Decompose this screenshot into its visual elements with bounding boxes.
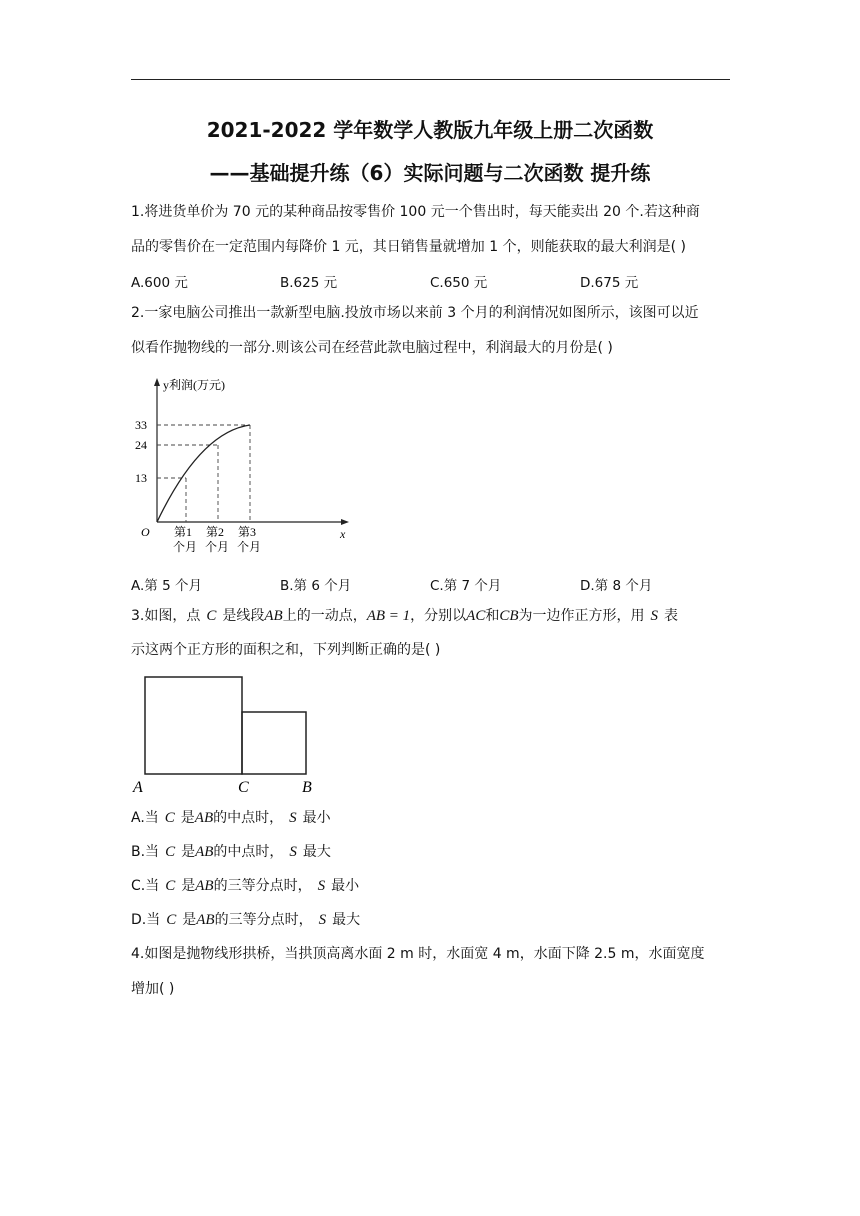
question-3-line-1 bbox=[131, 606, 731, 626]
x-tick-2-top: 第2 bbox=[206, 525, 225, 539]
point-c-label: C bbox=[238, 779, 249, 796]
q1-option-c: C.650 元 bbox=[430, 275, 488, 291]
q3-text-d: ，分别以 bbox=[410, 608, 467, 624]
question-1-line-2: 品的零售价在一定范围内每降价 1 元，其日销售量就增加 1 个，则能获取的最大利润是( ) bbox=[131, 239, 686, 255]
x-axis-arrow bbox=[341, 519, 349, 525]
q3-text-b: 是线段 bbox=[222, 608, 265, 624]
q3-option-c: C.当 C 是AB的三等分点时， S 最小 bbox=[131, 878, 360, 894]
profit-curve bbox=[157, 425, 250, 522]
x-tick-1-bottom: 个月 bbox=[173, 540, 198, 554]
x-axis-label: x bbox=[340, 527, 346, 541]
squares-figure bbox=[130, 670, 330, 800]
profit-graph-figure bbox=[130, 370, 360, 560]
q3-option-a: A.当 C 是AB的中点时， S 最小 bbox=[131, 810, 331, 826]
q3-text-c: 上的一动点， bbox=[282, 608, 367, 624]
square-ac bbox=[145, 677, 242, 774]
q3-var-cb: CB bbox=[499, 608, 519, 624]
x-tick-3-bottom: 个月 bbox=[237, 540, 262, 554]
q1-option-b: B.625 元 bbox=[280, 275, 338, 291]
q3-var-ac: AC bbox=[466, 608, 486, 624]
q3-equation: AB = 1 bbox=[366, 608, 411, 624]
y-tick-24: 24 bbox=[135, 438, 147, 452]
question-4-line-2: 增加( ) bbox=[131, 981, 175, 997]
x-tick-2-bottom: 个月 bbox=[205, 540, 230, 554]
q3-text-and: 和 bbox=[485, 608, 500, 624]
x-tick-1-top: 第1 bbox=[174, 525, 193, 539]
y-tick-33: 33 bbox=[135, 418, 147, 432]
y-axis-label: y利润(万元) bbox=[163, 378, 225, 392]
q2-option-a: A.第 5 个月 bbox=[131, 578, 202, 594]
header-rule bbox=[131, 79, 730, 80]
q3-option-b: B.当 C 是AB的中点时， S 最大 bbox=[131, 844, 331, 860]
page-title: 2021-2022 学年数学人教版九年级上册二次函数 bbox=[206, 118, 654, 142]
x-tick-3-top: 第3 bbox=[238, 525, 257, 539]
question-2-line-1: 2.一家电脑公司推出一款新型电脑.投放市场以来前 3 个月的利润情况如图所示，该图可以近 bbox=[131, 305, 699, 321]
question-3-line-2: 示这两个正方形的面积之和，下列判断正确的是( ) bbox=[131, 642, 441, 658]
q3-var-ab: AB bbox=[264, 608, 283, 624]
y-axis-arrow bbox=[154, 378, 160, 386]
question-1-line-1: 1.将进货单价为 70 元的某种商品按零售价 100 元一个售出时，每天能卖出 20 个.若这种商 bbox=[131, 204, 700, 220]
q2-option-c: C.第 7 个月 bbox=[430, 578, 502, 594]
q2-option-b: B.第 6 个月 bbox=[280, 578, 352, 594]
y-tick-13: 13 bbox=[135, 471, 147, 485]
q3-text-a: 3.如图，点 bbox=[131, 608, 201, 624]
point-a-label: A bbox=[133, 779, 143, 796]
q3-text-e: 为一边作正方形，用 bbox=[518, 608, 645, 624]
q3-option-d: D.当 C 是AB的三等分点时， S 最大 bbox=[131, 912, 361, 928]
point-b-label: B bbox=[302, 779, 312, 796]
q3-var-c: C bbox=[206, 608, 217, 624]
q3-var-s: S bbox=[650, 608, 658, 624]
q1-option-d: D.675 元 bbox=[580, 275, 639, 291]
square-cb bbox=[242, 712, 306, 774]
q2-option-d: D.第 8 个月 bbox=[580, 578, 653, 594]
q3-text-f: 表 bbox=[664, 608, 678, 624]
origin-label: O bbox=[141, 525, 150, 539]
question-2-line-2: 似看作抛物线的一部分.则该公司在经营此款电脑过程中，利润最大的月份是( ) bbox=[131, 340, 613, 356]
q1-option-a: A.600 元 bbox=[131, 275, 188, 291]
question-4-line-1: 4.如图是抛物线形拱桥，当拱顶高离水面 2 m 时，水面宽 4 m，水面下降 2.5 m，水面宽度 bbox=[131, 946, 705, 962]
page-subtitle: ——基础提升练（6）实际问题与二次函数 提升练 bbox=[209, 161, 651, 185]
